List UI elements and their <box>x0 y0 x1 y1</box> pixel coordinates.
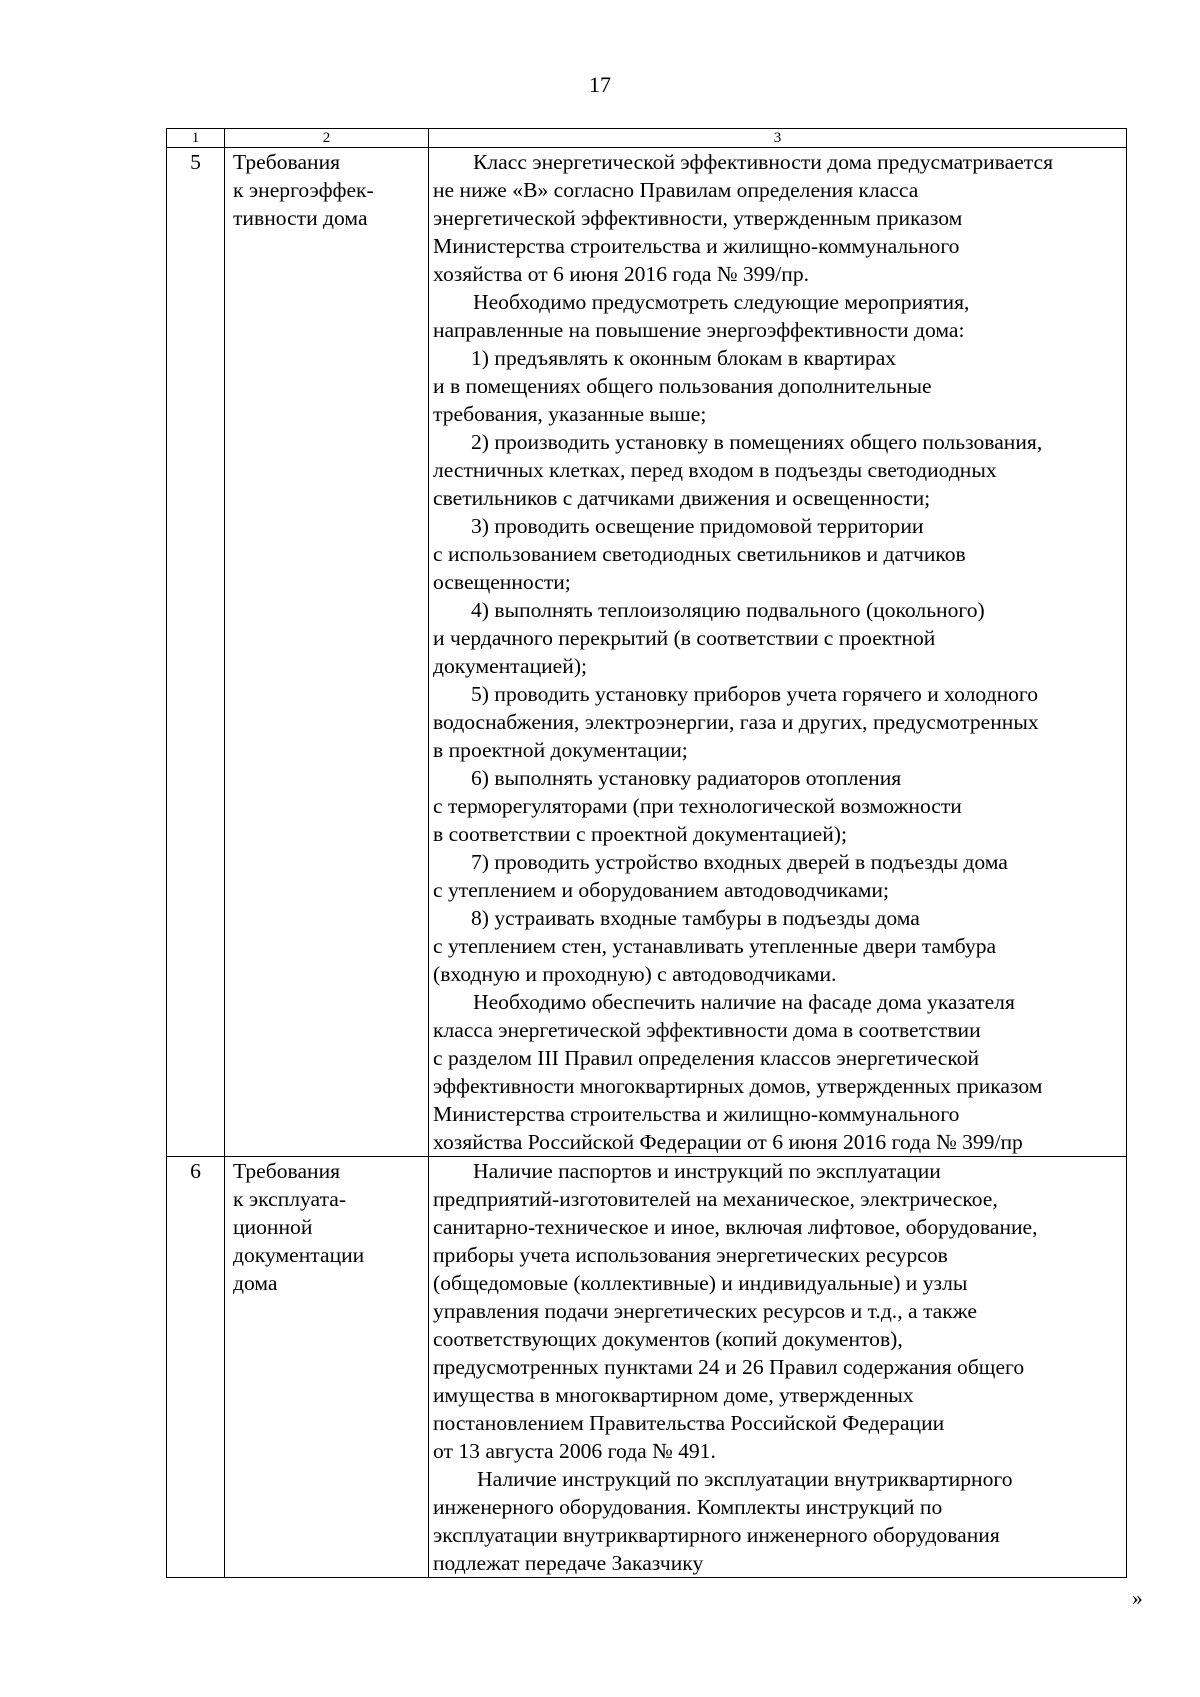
description-line: с терморегуляторами (при технологической возможности <box>433 794 962 818</box>
description-line: с использованием светодиодных светильников и датчиков <box>433 542 966 566</box>
description-line: инженерного оборудования. Комплекты инструкций по <box>433 1495 943 1519</box>
description-line: направленные на повышение энергоэффективности дома: <box>433 318 965 342</box>
closing-quote-mark: » <box>1132 1586 1143 1610</box>
row-number: 6 <box>167 1157 225 1578</box>
description-line: и в помещениях общего пользования дополнительные <box>433 374 932 398</box>
description-line: освещенности; <box>433 570 571 594</box>
description-line: с разделом III Правил определения классов энергетической <box>433 1046 980 1070</box>
requirement-name-line: дома <box>233 1271 278 1295</box>
description-line: Министерства строительства и жилищно-коммунального <box>433 1102 960 1126</box>
description-line: не ниже «В» согласно Правилам определения класса <box>433 178 919 202</box>
row-number: 5 <box>167 148 225 1157</box>
table-header-row <box>167 129 1127 148</box>
requirement-name <box>225 1157 429 1578</box>
column-header-2: 2 <box>225 129 429 148</box>
requirement-name <box>225 148 429 1157</box>
column-header-3: 3 <box>429 129 1127 148</box>
description-line: эксплуатации внутриквартирного инженерного оборудования <box>433 1523 1000 1547</box>
description-line: эффективности многоквартирных домов, утвержденных приказом <box>433 1074 1043 1098</box>
description-line: приборы учета использования энергетических ресурсов <box>433 1243 948 1267</box>
description-line: 7) проводить устройство входных дверей в подъезды дома <box>471 850 1008 874</box>
description-line: подлежат передаче Заказчику <box>433 1551 704 1575</box>
description-line: 1) предъявлять к оконным блокам в квартирах <box>471 346 897 370</box>
description-line: Необходимо обеспечить наличие на фасаде дома указателя <box>473 990 1015 1014</box>
requirement-name-line: Требования <box>233 1159 341 1183</box>
description-line: 8) устраивать входные тамбуры в подъезды дома <box>471 906 920 930</box>
description-line: 4) выполнять теплоизоляцию подвального (цокольного) <box>471 598 985 622</box>
description-line: от 13 августа 2006 года № 491. <box>433 1439 716 1463</box>
description-line: в проектной документации; <box>433 738 688 762</box>
description-line: (общедомовые (коллективные) и индивидуальные) и узлы <box>433 1271 968 1295</box>
requirement-name-line: тивности дома <box>233 206 368 230</box>
description-line: Министерства строительства и жилищно-коммунального <box>433 234 960 258</box>
table-row <box>167 1157 1127 1578</box>
description-line: постановлением Правительства Российской Федерации <box>433 1411 945 1435</box>
description-line: 6) выполнять установку радиаторов отопления <box>471 766 902 790</box>
description-line: в соответствии с проектной документацией); <box>433 822 847 846</box>
table-row <box>167 148 1127 1157</box>
description-line: 2) производить установку в помещениях общего пользования, <box>471 430 1043 454</box>
description-line: Класс энергетической эффективности дома предусматривается <box>473 150 1054 174</box>
description-line: Необходимо предусмотреть следующие мероприятия, <box>473 290 970 314</box>
description-line: и чердачного перекрытий (в соответствии с проектной <box>433 626 936 650</box>
description-line: Наличие паспортов и инструкций по эксплуатации <box>473 1159 941 1183</box>
description-line: имущества в многоквартирном доме, утвержденных <box>433 1383 914 1407</box>
description-line: документацией); <box>433 654 588 678</box>
requirement-name-line: ционной <box>233 1215 313 1239</box>
requirement-name-line: документации <box>233 1243 365 1267</box>
description-line: хозяйства Российской Федерации от 6 июня 2016 года № 399/пр <box>433 1130 1023 1154</box>
description-line: предусмотренных пунктами 24 и 26 Правил содержания общего <box>433 1355 1025 1379</box>
description-line: управления подачи энергетических ресурсов и т.д., а также <box>433 1299 977 1323</box>
requirement-name-line: к эксплуата- <box>233 1187 347 1211</box>
description-line: энергетической эффективности, утвержденным приказом <box>433 206 963 230</box>
description-line: 3) проводить освещение придомовой территории <box>471 514 924 538</box>
requirement-description <box>429 1157 1127 1578</box>
description-line: лестничных клетках, перед входом в подъезды светодиодных <box>433 458 997 482</box>
description-line: (входную и проходную) с автодоводчиками. <box>433 962 837 986</box>
description-line: Наличие инструкций по эксплуатации внутриквартирного <box>477 1467 1013 1491</box>
description-line: хозяйства от 6 июня 2016 года № 399/пр. <box>433 262 810 286</box>
description-line: требования, указанные выше; <box>433 402 707 426</box>
requirements-table <box>166 128 1127 1578</box>
description-line: с утеплением стен, устанавливать утепленные двери тамбура <box>433 934 997 958</box>
requirement-name-line: Требования <box>233 150 341 174</box>
requirement-name-line: к энергоэффек- <box>233 178 374 202</box>
page-number: 17 <box>589 72 611 97</box>
description-line: соответствующих документов (копий документов), <box>433 1327 903 1351</box>
column-header-1: 1 <box>167 129 225 148</box>
description-line: класса энергетической эффективности дома в соответствии <box>433 1018 981 1042</box>
description-line: предприятий-изготовителей на механическое, электрическое, <box>433 1187 998 1211</box>
description-line: санитарно-техническое и иное, включая лифтовое, оборудование, <box>433 1215 1038 1239</box>
description-line: с утеплением и оборудованием автодоводчиками; <box>433 878 889 902</box>
description-line: водоснабжения, электроэнергии, газа и других, предусмотренных <box>433 710 1039 734</box>
description-line: 5) проводить установку приборов учета горячего и холодного <box>471 682 1039 706</box>
requirement-description <box>429 148 1127 1157</box>
description-line: светильников с датчиками движения и освещенности; <box>433 486 931 510</box>
